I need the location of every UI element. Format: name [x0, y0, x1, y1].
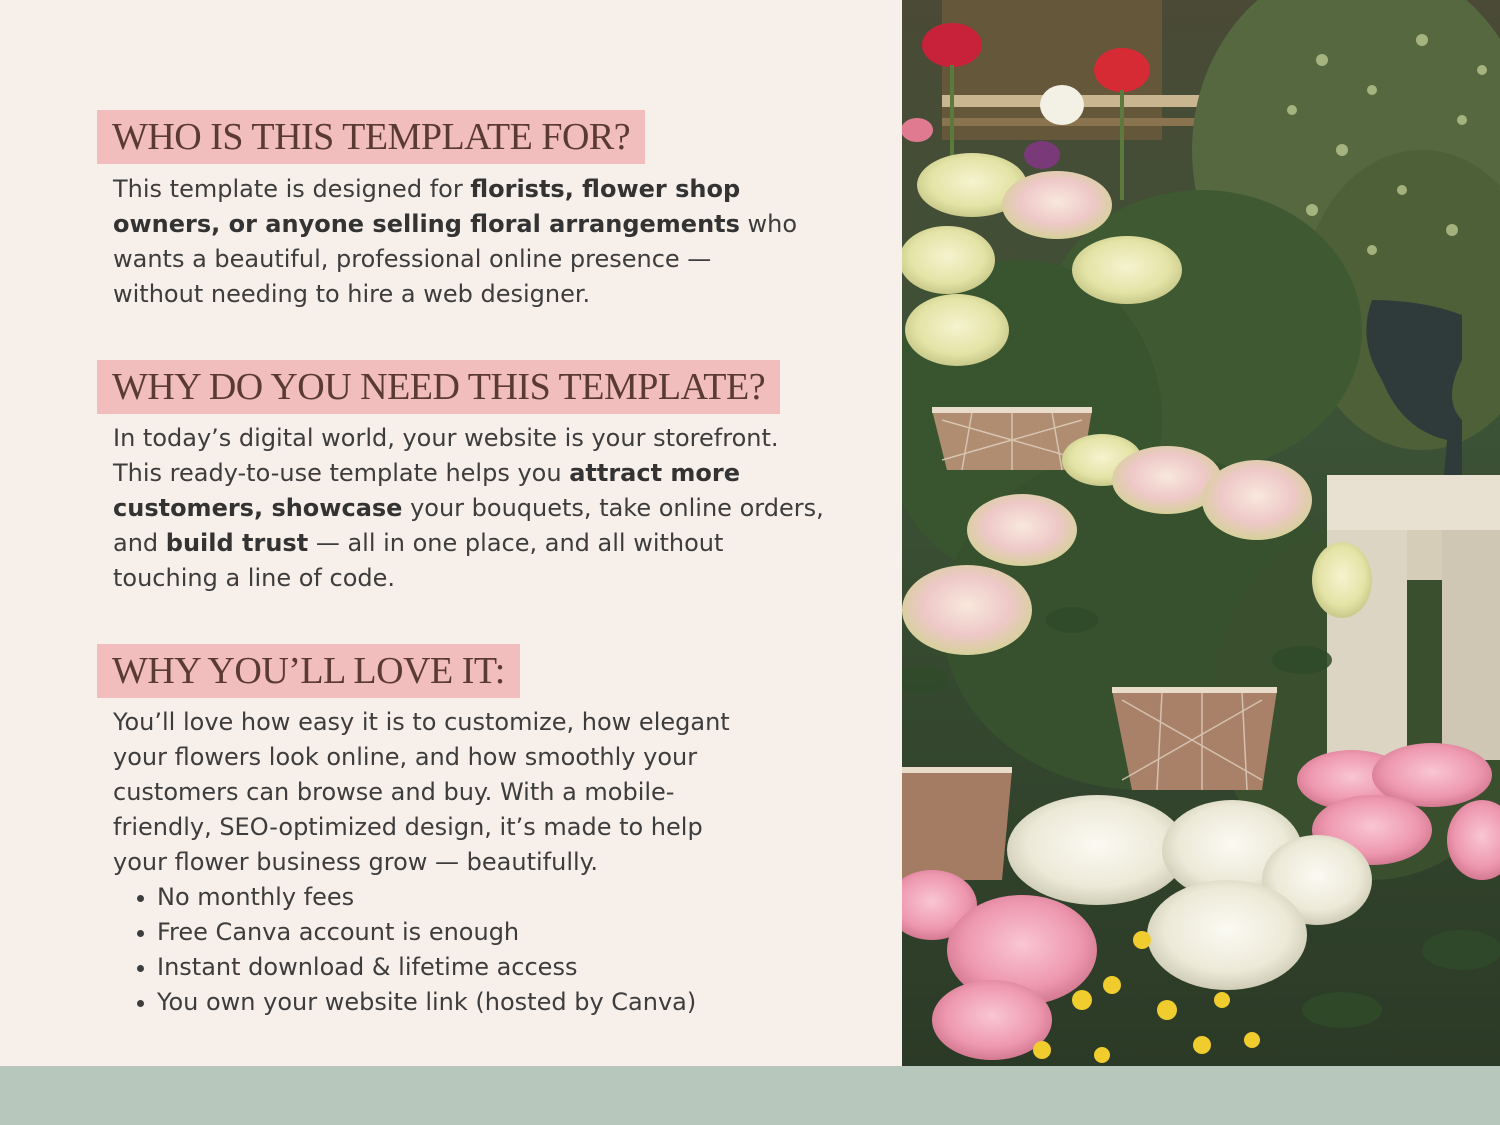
- paragraph-why-need: [113, 421, 824, 596]
- benefits-list: [113, 880, 696, 1020]
- text-run: who: [739, 210, 798, 238]
- bold-text: customers, showcase: [113, 494, 403, 522]
- list-item: Instant download & lifetime access: [113, 950, 696, 985]
- heading-why-need: WHY DO YOU NEED THIS TEMPLATE?: [97, 360, 780, 414]
- footer-band: [0, 1066, 1500, 1125]
- heading-why-love: WHY YOU’LL LOVE IT:: [97, 644, 520, 698]
- bold-text: attract more: [569, 459, 741, 487]
- paragraph-who: [113, 172, 797, 312]
- text-run: In today’s digital world, your website is your storefront.: [113, 424, 779, 452]
- text-run: without needing to hire a web designer.: [113, 280, 591, 308]
- text-run: You’ll love how easy it is to customize, how elegant: [113, 708, 730, 736]
- text-run: your flowers look online, and how smoothly your: [113, 743, 698, 771]
- text-run: touching a line of code.: [113, 564, 395, 592]
- bold-text: owners, or anyone selling floral arrangements: [113, 210, 740, 238]
- text-run: This ready-to-use template helps you: [113, 459, 570, 487]
- text-run: This template is designed for: [113, 175, 471, 203]
- text-run: your flower business grow — beautifully.: [113, 848, 599, 876]
- heading-who: WHO IS THIS TEMPLATE FOR?: [97, 110, 645, 164]
- list-item: Free Canva account is enough: [113, 915, 696, 950]
- bold-text: florists, flower shop: [470, 175, 741, 203]
- bold-text: build trust: [165, 529, 309, 557]
- text-run: friendly, SEO-optimized design, it’s made to help: [113, 813, 703, 841]
- hydrangea-illustration: [902, 0, 1500, 1066]
- text-run: wants a beautiful, professional online presence —: [113, 245, 712, 273]
- text-run: — all in one place, and all without: [308, 529, 724, 557]
- text-run: and: [113, 529, 166, 557]
- list-item: No monthly fees: [113, 880, 696, 915]
- list-item: You own your website link (hosted by Canva): [113, 985, 696, 1020]
- text-run: your bouquets, take online orders,: [402, 494, 824, 522]
- paragraph-why-love: [113, 705, 730, 880]
- flower-shop-photo: [902, 0, 1500, 1066]
- text-run: customers can browse and buy. With a mobile-: [113, 778, 675, 806]
